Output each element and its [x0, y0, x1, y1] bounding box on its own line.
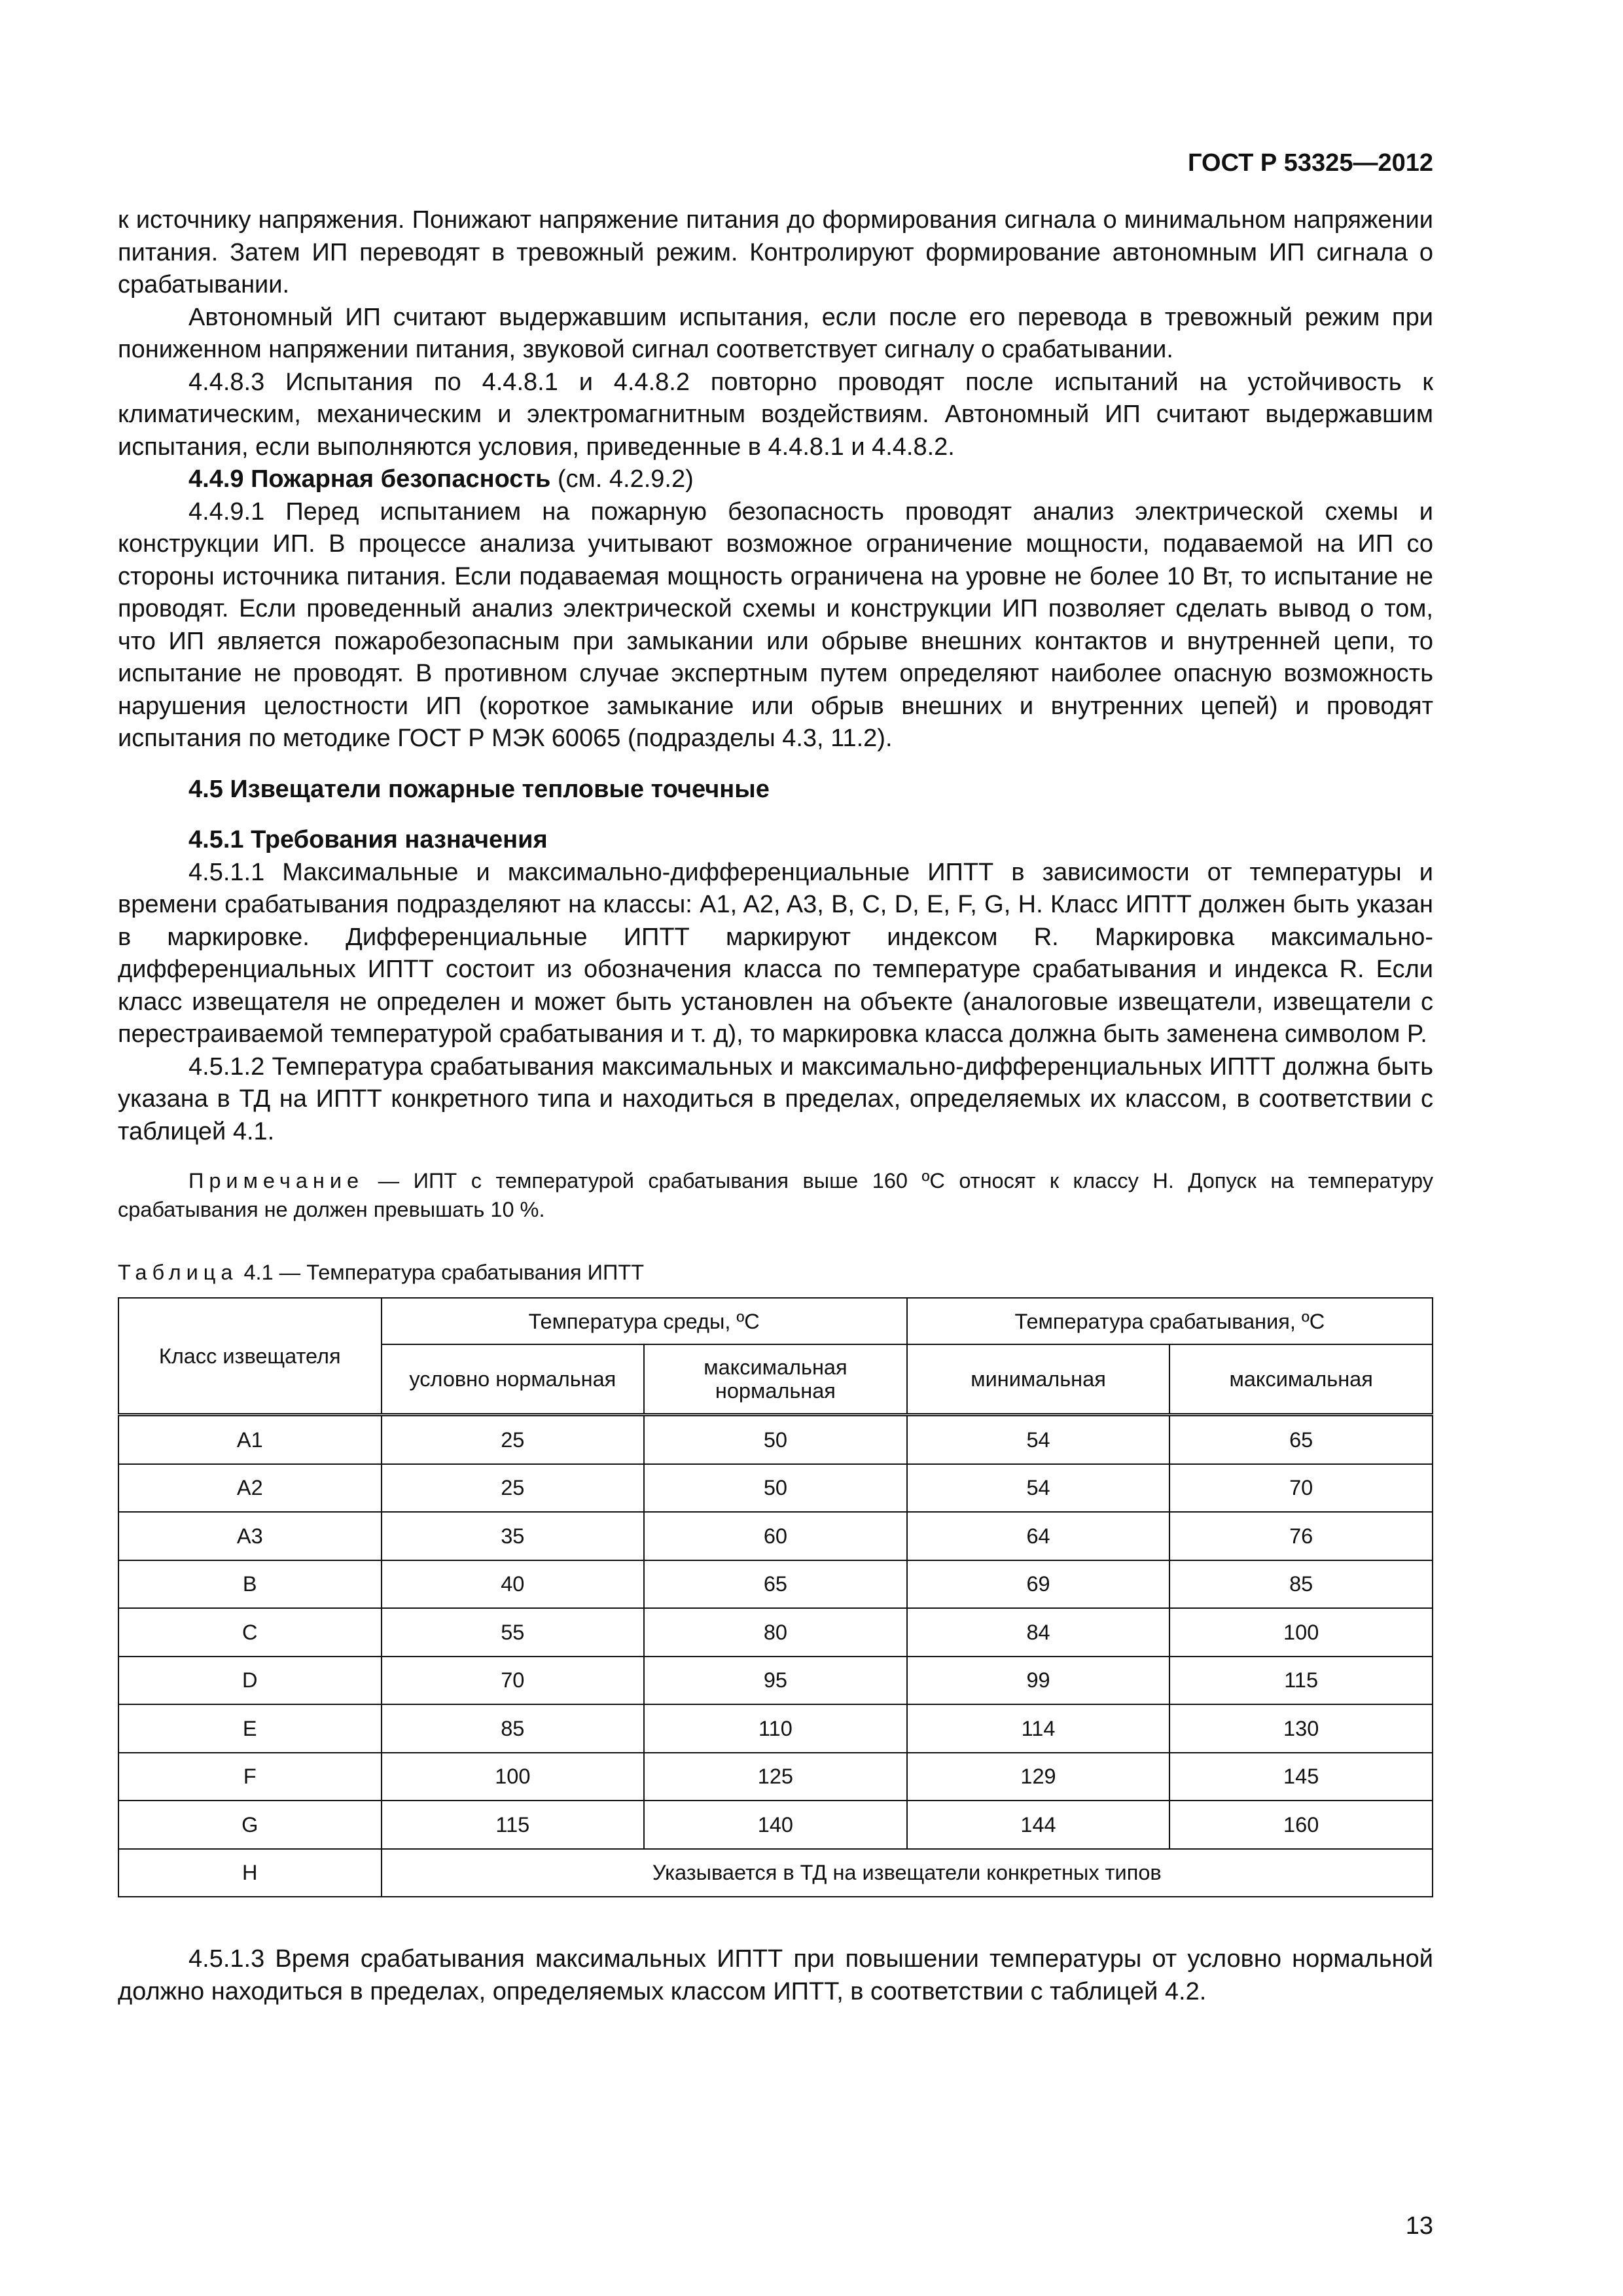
table-cell: A2 — [118, 1464, 382, 1513]
table-cell: 25 — [382, 1464, 645, 1513]
table-cell: 40 — [382, 1560, 645, 1609]
table-cell: 50 — [644, 1415, 907, 1464]
table-cell: 85 — [382, 1704, 645, 1753]
section-heading-4-5: 4.5 Извещатели пожарные тепловые точечные — [188, 775, 770, 803]
column-group-ambient-temperature: Температура среды, ºС — [382, 1298, 907, 1344]
table-cell: 115 — [1169, 1657, 1433, 1705]
page-number: 13 — [1405, 2212, 1433, 2240]
table-row — [118, 1657, 1433, 1705]
table-cell: F — [118, 1753, 382, 1801]
table-cell-merged: Указывается в ТД на извещатели конкретных типов — [382, 1849, 1433, 1897]
document-code-header: ГОСТ Р 53325—2012 — [1188, 149, 1433, 177]
paragraph-4-5-1-2: 4.5.1.2 Температура срабатывания максимальных и максимально-дифференциальных ИПТТ должна быть указана в ТД на ИПТТ конкретного типа и находиться в пределах, определяемых их классом, в соответствии с таблицей 4.1. — [118, 1052, 1433, 1145]
table-cell: 80 — [644, 1608, 907, 1657]
note-label: Примечание — [188, 1169, 365, 1193]
table-cell: 100 — [382, 1753, 645, 1801]
table-cell: 125 — [644, 1753, 907, 1801]
table-row — [118, 1415, 1433, 1464]
table-cell: 99 — [907, 1657, 1170, 1705]
table-row — [118, 1608, 1433, 1657]
table-cell: 65 — [1169, 1415, 1433, 1464]
paragraph-4-5-1-1: 4.5.1.1 Максимальные и максимально-дифференциальные ИПТТ в зависимости от температуры и времени срабатывания подразделяют на классы: A1, A2, A3, B, C, D, E, F, G, H. Класс ИПТТ должен быть указан в маркировке. Дифференциальные ИПТТ маркируют индексом R. Маркировка максимально-дифференциальных ИПТТ состоит из обозначения класса по температуре срабатывания и индекса R. Если класс извещателя не определен и может быть установлен на объекте (аналоговые извещатели, извещатели с перестраиваемой температурой срабатывания и т. д), то маркировка класса должна быть заменена символом P. — [118, 858, 1433, 1048]
note-text: — ИПТ с температурой срабатывания выше 160 ºС относят к классу H. Допуск на температуру срабатывания не должен превышать 10 %. — [118, 1169, 1433, 1221]
table-caption-text: 4.1 — Температура срабатывания ИПТТ — [238, 1261, 645, 1284]
table-row — [118, 1464, 1433, 1513]
table-cell: 130 — [1169, 1704, 1433, 1753]
table-row — [118, 1704, 1433, 1753]
table-cell: 84 — [907, 1608, 1170, 1657]
table-cell: C — [118, 1608, 382, 1657]
table-4-1 — [118, 1297, 1433, 1897]
paragraph-4-4-9-1: 4.4.9.1 Перед испытанием на пожарную безопасность проводят анализ электрической схемы и конструкции ИП. В процессе анализа учитывают возможное ограничение мощности, подаваемой на ИП со стороны источника питания. Если подаваемая мощность ограничена на уровне не более 10 Вт, то испытание не проводят. Если проведенный анализ электрической схемы и конструкции ИП позволяет сделать вывод о том, что ИП является пожаробезопасным при замыкании или обрыве внешних контактов и внутренней цепи, то испытание не проводят. В противном случае экспертным путем определяют наиболее опасную возможность нарушения целостности ИП (короткое замыкание или обрыв внешних и внутренних цепей) и проводят испытания по методике ГОСТ Р МЭК 60065 (подразделы 4.3, 11.2). — [118, 497, 1433, 752]
table-cell: 114 — [907, 1704, 1170, 1753]
paragraph-4-4-8-3: 4.4.8.3 Испытания по 4.4.8.1 и 4.4.8.2 повторно проводят после испытаний на устойчивость к климатическим, механическим и электромагнитным воздействиям. Автономный ИП считают выдержавшим испытания, если выполняются условия, приведенные в 4.4.8.1 и 4.4.8.2. — [118, 368, 1433, 461]
table-cell: 85 — [1169, 1560, 1433, 1609]
section-heading-4-5-1: 4.5.1 Требования назначения — [188, 826, 548, 853]
table-cell: G — [118, 1801, 382, 1849]
document-body — [118, 204, 1433, 2008]
heading-title: 4.4.9 Пожарная безопасность — [188, 465, 551, 493]
table-row — [118, 1849, 1433, 1897]
table-cell: E — [118, 1704, 382, 1753]
table-cell: 70 — [1169, 1464, 1433, 1513]
table-cell: 140 — [644, 1801, 907, 1849]
column-header-ambient-max: максимальная нормальная — [644, 1344, 907, 1415]
table-row — [118, 1560, 1433, 1609]
table-cell: H — [118, 1849, 382, 1897]
table-cell: 54 — [907, 1464, 1170, 1513]
table-cell: 160 — [1169, 1801, 1433, 1849]
table-cell: 144 — [907, 1801, 1170, 1849]
column-header-ambient-normal: условно нормальная — [382, 1344, 645, 1415]
table-row — [118, 1512, 1433, 1560]
table-cell: 70 — [382, 1657, 645, 1705]
table-cell: 50 — [644, 1464, 907, 1513]
table-cell: 145 — [1169, 1753, 1433, 1801]
table-cell: A3 — [118, 1512, 382, 1560]
column-header-response-max: максимальная — [1169, 1344, 1433, 1415]
paragraph-4-5-1-3: 4.5.1.3 Время срабатывания максимальных ИПТТ при повышении температуры от условно нормальной должно находиться в пределах, определяемых классом ИПТТ, в соответствии с таблицей 4.2. — [118, 1945, 1433, 2005]
table-cell: 25 — [382, 1415, 645, 1464]
table-cell: 64 — [907, 1512, 1170, 1560]
paragraph: Автономный ИП считают выдержавшим испытания, если после его перевода в тревожный режим при пониженном напряжении питания, звуковой сигнал соответствует сигналу о срабатывании. — [118, 303, 1433, 363]
table-cell: B — [118, 1560, 382, 1609]
table-cell: 129 — [907, 1753, 1170, 1801]
table-cell: A1 — [118, 1415, 382, 1464]
column-header-response-min: минимальная — [907, 1344, 1170, 1415]
section-heading-4-4-9 — [118, 463, 1433, 496]
table-cell: 35 — [382, 1512, 645, 1560]
table-cell: 54 — [907, 1415, 1170, 1464]
note — [118, 1166, 1433, 1224]
table-cell: 65 — [644, 1560, 907, 1609]
table-cell: 110 — [644, 1704, 907, 1753]
table-caption-label: Таблица — [118, 1261, 238, 1284]
table-cell: 95 — [644, 1657, 907, 1705]
table-cell: 100 — [1169, 1608, 1433, 1657]
table-cell: 55 — [382, 1608, 645, 1657]
table-cell: 69 — [907, 1560, 1170, 1609]
table-cell: 60 — [644, 1512, 907, 1560]
column-header-class: Класс извещателя — [118, 1298, 382, 1415]
heading-reference: (см. 4.2.9.2) — [550, 465, 694, 493]
table-row — [118, 1801, 1433, 1849]
table-cell: 115 — [382, 1801, 645, 1849]
paragraph: к источнику напряжения. Понижают напряжение питания до формирования сигнала о минимальном напряжении питания. Затем ИП переводят в тревожный режим. Контролируют формирование автономным ИП сигнала о срабатывании. — [118, 206, 1433, 298]
column-group-response-temperature: Температура срабатывания, ºС — [907, 1298, 1433, 1344]
table-row — [118, 1753, 1433, 1801]
table-cell: 76 — [1169, 1512, 1433, 1560]
table-cell: D — [118, 1657, 382, 1705]
table-caption — [118, 1258, 1433, 1287]
